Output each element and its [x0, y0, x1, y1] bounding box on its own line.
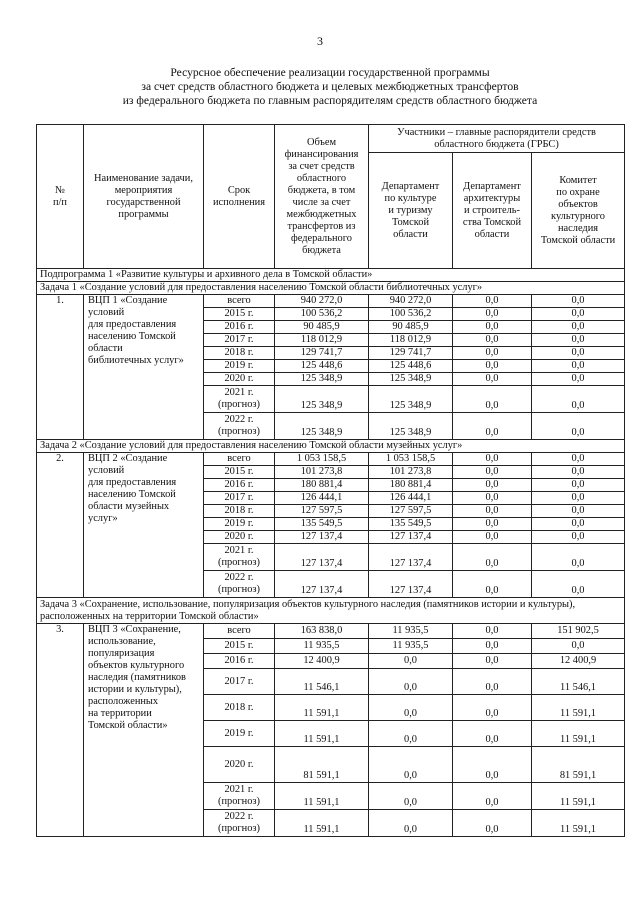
header-dept-culture: Департамент по культуре и туризму Томской области [369, 153, 453, 269]
term-cell: 2015 г. [204, 308, 275, 321]
term-cell: всего [204, 453, 275, 466]
task-number: 2. [37, 453, 84, 598]
committee-cell: 81 591,1 [532, 747, 625, 783]
committee-cell: 0,0 [532, 360, 625, 373]
committee-cell: 11 591,1 [532, 810, 625, 837]
culture-cell: 0,0 [369, 695, 453, 721]
header-dept-arch: Департамент архитектуры и строитель- ства Томской области [453, 153, 532, 269]
committee-cell: 0,0 [532, 479, 625, 492]
committee-cell: 0,0 [532, 639, 625, 654]
culture-cell: 126 444,1 [369, 492, 453, 505]
total-cell: 180 881,4 [275, 479, 369, 492]
total-cell: 1 053 158,5 [275, 453, 369, 466]
arch-cell: 0,0 [453, 360, 532, 373]
arch-cell: 0,0 [453, 810, 532, 837]
total-cell: 125 348,9 [275, 413, 369, 440]
term-cell: 2022 г. (прогноз) [204, 571, 275, 598]
arch-cell: 0,0 [453, 373, 532, 386]
culture-cell: 0,0 [369, 783, 453, 810]
committee-cell: 0,0 [532, 347, 625, 360]
arch-cell: 0,0 [453, 639, 532, 654]
total-cell: 11 591,1 [275, 810, 369, 837]
arch-cell: 0,0 [453, 321, 532, 334]
page-number: 3 [317, 34, 323, 48]
program-name: ВЦП 1 «Создание условий для предоставления населению Томской области библиотечных услуг» [84, 295, 204, 440]
term-cell: всего [204, 624, 275, 639]
arch-cell: 0,0 [453, 624, 532, 639]
total-cell: 125 448,6 [275, 360, 369, 373]
term-cell: 2021 г. (прогноз) [204, 386, 275, 413]
resource-table [36, 124, 625, 837]
table-row [37, 624, 625, 639]
arch-cell: 0,0 [453, 783, 532, 810]
total-cell: 100 536,2 [275, 308, 369, 321]
culture-cell: 101 273,8 [369, 466, 453, 479]
term-cell: 2019 г. [204, 518, 275, 531]
task-label-row: Задача 3 «Сохранение, использование, популяризация объектов культурного наследия (памятников истории и культуры), расположенных на территории Томской области» [37, 598, 625, 624]
total-cell: 127 137,4 [275, 531, 369, 544]
culture-cell: 127 137,4 [369, 531, 453, 544]
arch-cell: 0,0 [453, 334, 532, 347]
culture-cell: 11 935,5 [369, 624, 453, 639]
header-volume: Объем финансирования за счет средств областного бюджета, в том числе за счет межбюджетных трансфертов из федерального бюджета [275, 125, 369, 269]
total-cell: 11 546,1 [275, 669, 369, 695]
committee-cell: 0,0 [532, 466, 625, 479]
total-cell: 126 444,1 [275, 492, 369, 505]
committee-cell: 0,0 [532, 321, 625, 334]
term-cell: всего [204, 295, 275, 308]
table-row [37, 295, 625, 308]
arch-cell: 0,0 [453, 386, 532, 413]
culture-cell: 125 448,6 [369, 360, 453, 373]
term-cell: 2022 г. (прогноз) [204, 810, 275, 837]
term-cell: 2020 г. [204, 531, 275, 544]
total-cell: 11 591,1 [275, 695, 369, 721]
header-name: Наименование задачи, мероприятия государственной программы [84, 125, 204, 269]
committee-cell: 11 591,1 [532, 721, 625, 747]
culture-cell: 127 137,4 [369, 544, 453, 571]
task-label-row: Задача 1 «Создание условий для предоставления населению Томской области библиотечных услуг» [37, 282, 625, 295]
committee-cell: 0,0 [532, 386, 625, 413]
total-cell: 125 348,9 [275, 373, 369, 386]
culture-cell: 135 549,5 [369, 518, 453, 531]
committee-cell: 0,0 [532, 531, 625, 544]
culture-cell: 11 935,5 [369, 639, 453, 654]
arch-cell: 0,0 [453, 479, 532, 492]
term-cell: 2019 г. [204, 360, 275, 373]
arch-cell: 0,0 [453, 669, 532, 695]
arch-cell: 0,0 [453, 453, 532, 466]
culture-cell: 0,0 [369, 669, 453, 695]
committee-cell: 0,0 [532, 505, 625, 518]
total-cell: 11 935,5 [275, 639, 369, 654]
term-cell: 2019 г. [204, 721, 275, 747]
table-row [37, 453, 625, 466]
total-cell: 11 591,1 [275, 783, 369, 810]
term-cell: 2020 г. [204, 747, 275, 783]
total-cell: 940 272,0 [275, 295, 369, 308]
arch-cell: 0,0 [453, 721, 532, 747]
committee-cell: 0,0 [532, 492, 625, 505]
term-cell: 2020 г. [204, 373, 275, 386]
culture-cell: 118 012,9 [369, 334, 453, 347]
term-cell: 2021 г. (прогноз) [204, 544, 275, 571]
arch-cell: 0,0 [453, 654, 532, 669]
total-cell: 81 591,1 [275, 747, 369, 783]
arch-cell: 0,0 [453, 695, 532, 721]
arch-cell: 0,0 [453, 747, 532, 783]
culture-cell: 0,0 [369, 721, 453, 747]
title-line: за счет средств областного бюджета и целевых межбюджетных трансфертов [141, 80, 519, 93]
culture-cell: 90 485,9 [369, 321, 453, 334]
total-cell: 127 137,4 [275, 571, 369, 598]
total-cell: 101 273,8 [275, 466, 369, 479]
term-cell: 2021 г. (прогноз) [204, 783, 275, 810]
arch-cell: 0,0 [453, 571, 532, 598]
term-cell: 2017 г. [204, 492, 275, 505]
arch-cell: 0,0 [453, 308, 532, 321]
arch-cell: 0,0 [453, 518, 532, 531]
committee-cell: 11 591,1 [532, 783, 625, 810]
program-name: ВЦП 2 «Создание условий для предоставления населению Томской области музейных услуг» [84, 453, 204, 598]
culture-cell: 0,0 [369, 810, 453, 837]
arch-cell: 0,0 [453, 492, 532, 505]
culture-cell: 127 137,4 [369, 571, 453, 598]
culture-cell: 125 348,9 [369, 386, 453, 413]
term-cell: 2018 г. [204, 347, 275, 360]
committee-cell: 0,0 [532, 544, 625, 571]
culture-cell: 125 348,9 [369, 373, 453, 386]
task-number: 1. [37, 295, 84, 440]
committee-cell: 0,0 [532, 295, 625, 308]
committee-cell: 11 591,1 [532, 695, 625, 721]
term-cell: 2016 г. [204, 479, 275, 492]
committee-cell: 11 546,1 [532, 669, 625, 695]
committee-cell: 0,0 [532, 373, 625, 386]
total-cell: 118 012,9 [275, 334, 369, 347]
culture-cell: 0,0 [369, 747, 453, 783]
term-cell: 2016 г. [204, 321, 275, 334]
header-num: № п/п [37, 125, 84, 269]
term-cell: 2018 г. [204, 695, 275, 721]
committee-cell: 151 902,5 [532, 624, 625, 639]
arch-cell: 0,0 [453, 466, 532, 479]
committee-cell: 0,0 [532, 334, 625, 347]
title-line: из федерального бюджета по главным распорядителям средств областного бюджета [122, 94, 538, 107]
title-line: Ресурсное обеспечение реализации государственной программы [170, 66, 490, 79]
total-cell: 135 549,5 [275, 518, 369, 531]
total-cell: 125 348,9 [275, 386, 369, 413]
term-cell: 2017 г. [204, 669, 275, 695]
committee-cell: 0,0 [532, 453, 625, 466]
culture-cell: 940 272,0 [369, 295, 453, 308]
total-cell: 11 591,1 [275, 721, 369, 747]
culture-cell: 1 053 158,5 [369, 453, 453, 466]
culture-cell: 180 881,4 [369, 479, 453, 492]
total-cell: 127 137,4 [275, 544, 369, 571]
task-number: 3. [37, 624, 84, 837]
arch-cell: 0,0 [453, 347, 532, 360]
arch-cell: 0,0 [453, 295, 532, 308]
term-cell: 2015 г. [204, 639, 275, 654]
document-title [60, 66, 600, 108]
committee-cell: 12 400,9 [532, 654, 625, 669]
total-cell: 163 838,0 [275, 624, 369, 639]
program-name: ВЦП 3 «Сохранение, использование, популяризация объектов культурного наследия (памятников истории и культуры), расположенных на территории Томской области» [84, 624, 204, 837]
culture-cell: 129 741,7 [369, 347, 453, 360]
arch-cell: 0,0 [453, 544, 532, 571]
total-cell: 90 485,9 [275, 321, 369, 334]
header-participants: Участники – главные распорядители средств областного бюджета (ГРБС) [369, 125, 625, 153]
term-cell: 2016 г. [204, 654, 275, 669]
term-cell: 2017 г. [204, 334, 275, 347]
arch-cell: 0,0 [453, 531, 532, 544]
culture-cell: 127 597,5 [369, 505, 453, 518]
committee-cell: 0,0 [532, 571, 625, 598]
culture-cell: 125 348,9 [369, 413, 453, 440]
total-cell: 127 597,5 [275, 505, 369, 518]
subprogram-row: Подпрограмма 1 «Развитие культуры и архивного дела в Томской области» [37, 269, 625, 282]
total-cell: 129 741,7 [275, 347, 369, 360]
task-label-row: Задача 2 «Создание условий для предоставления населению Томской области музейных услуг» [37, 440, 625, 453]
arch-cell: 0,0 [453, 413, 532, 440]
committee-cell: 0,0 [532, 413, 625, 440]
term-cell: 2015 г. [204, 466, 275, 479]
term-cell: 2018 г. [204, 505, 275, 518]
culture-cell: 100 536,2 [369, 308, 453, 321]
header-committee: Комитет по охране объектов культурного наследия Томской области [532, 153, 625, 269]
committee-cell: 0,0 [532, 308, 625, 321]
culture-cell: 0,0 [369, 654, 453, 669]
arch-cell: 0,0 [453, 505, 532, 518]
header-term: Срок исполнения [204, 125, 275, 269]
term-cell: 2022 г. (прогноз) [204, 413, 275, 440]
total-cell: 12 400,9 [275, 654, 369, 669]
committee-cell: 0,0 [532, 518, 625, 531]
